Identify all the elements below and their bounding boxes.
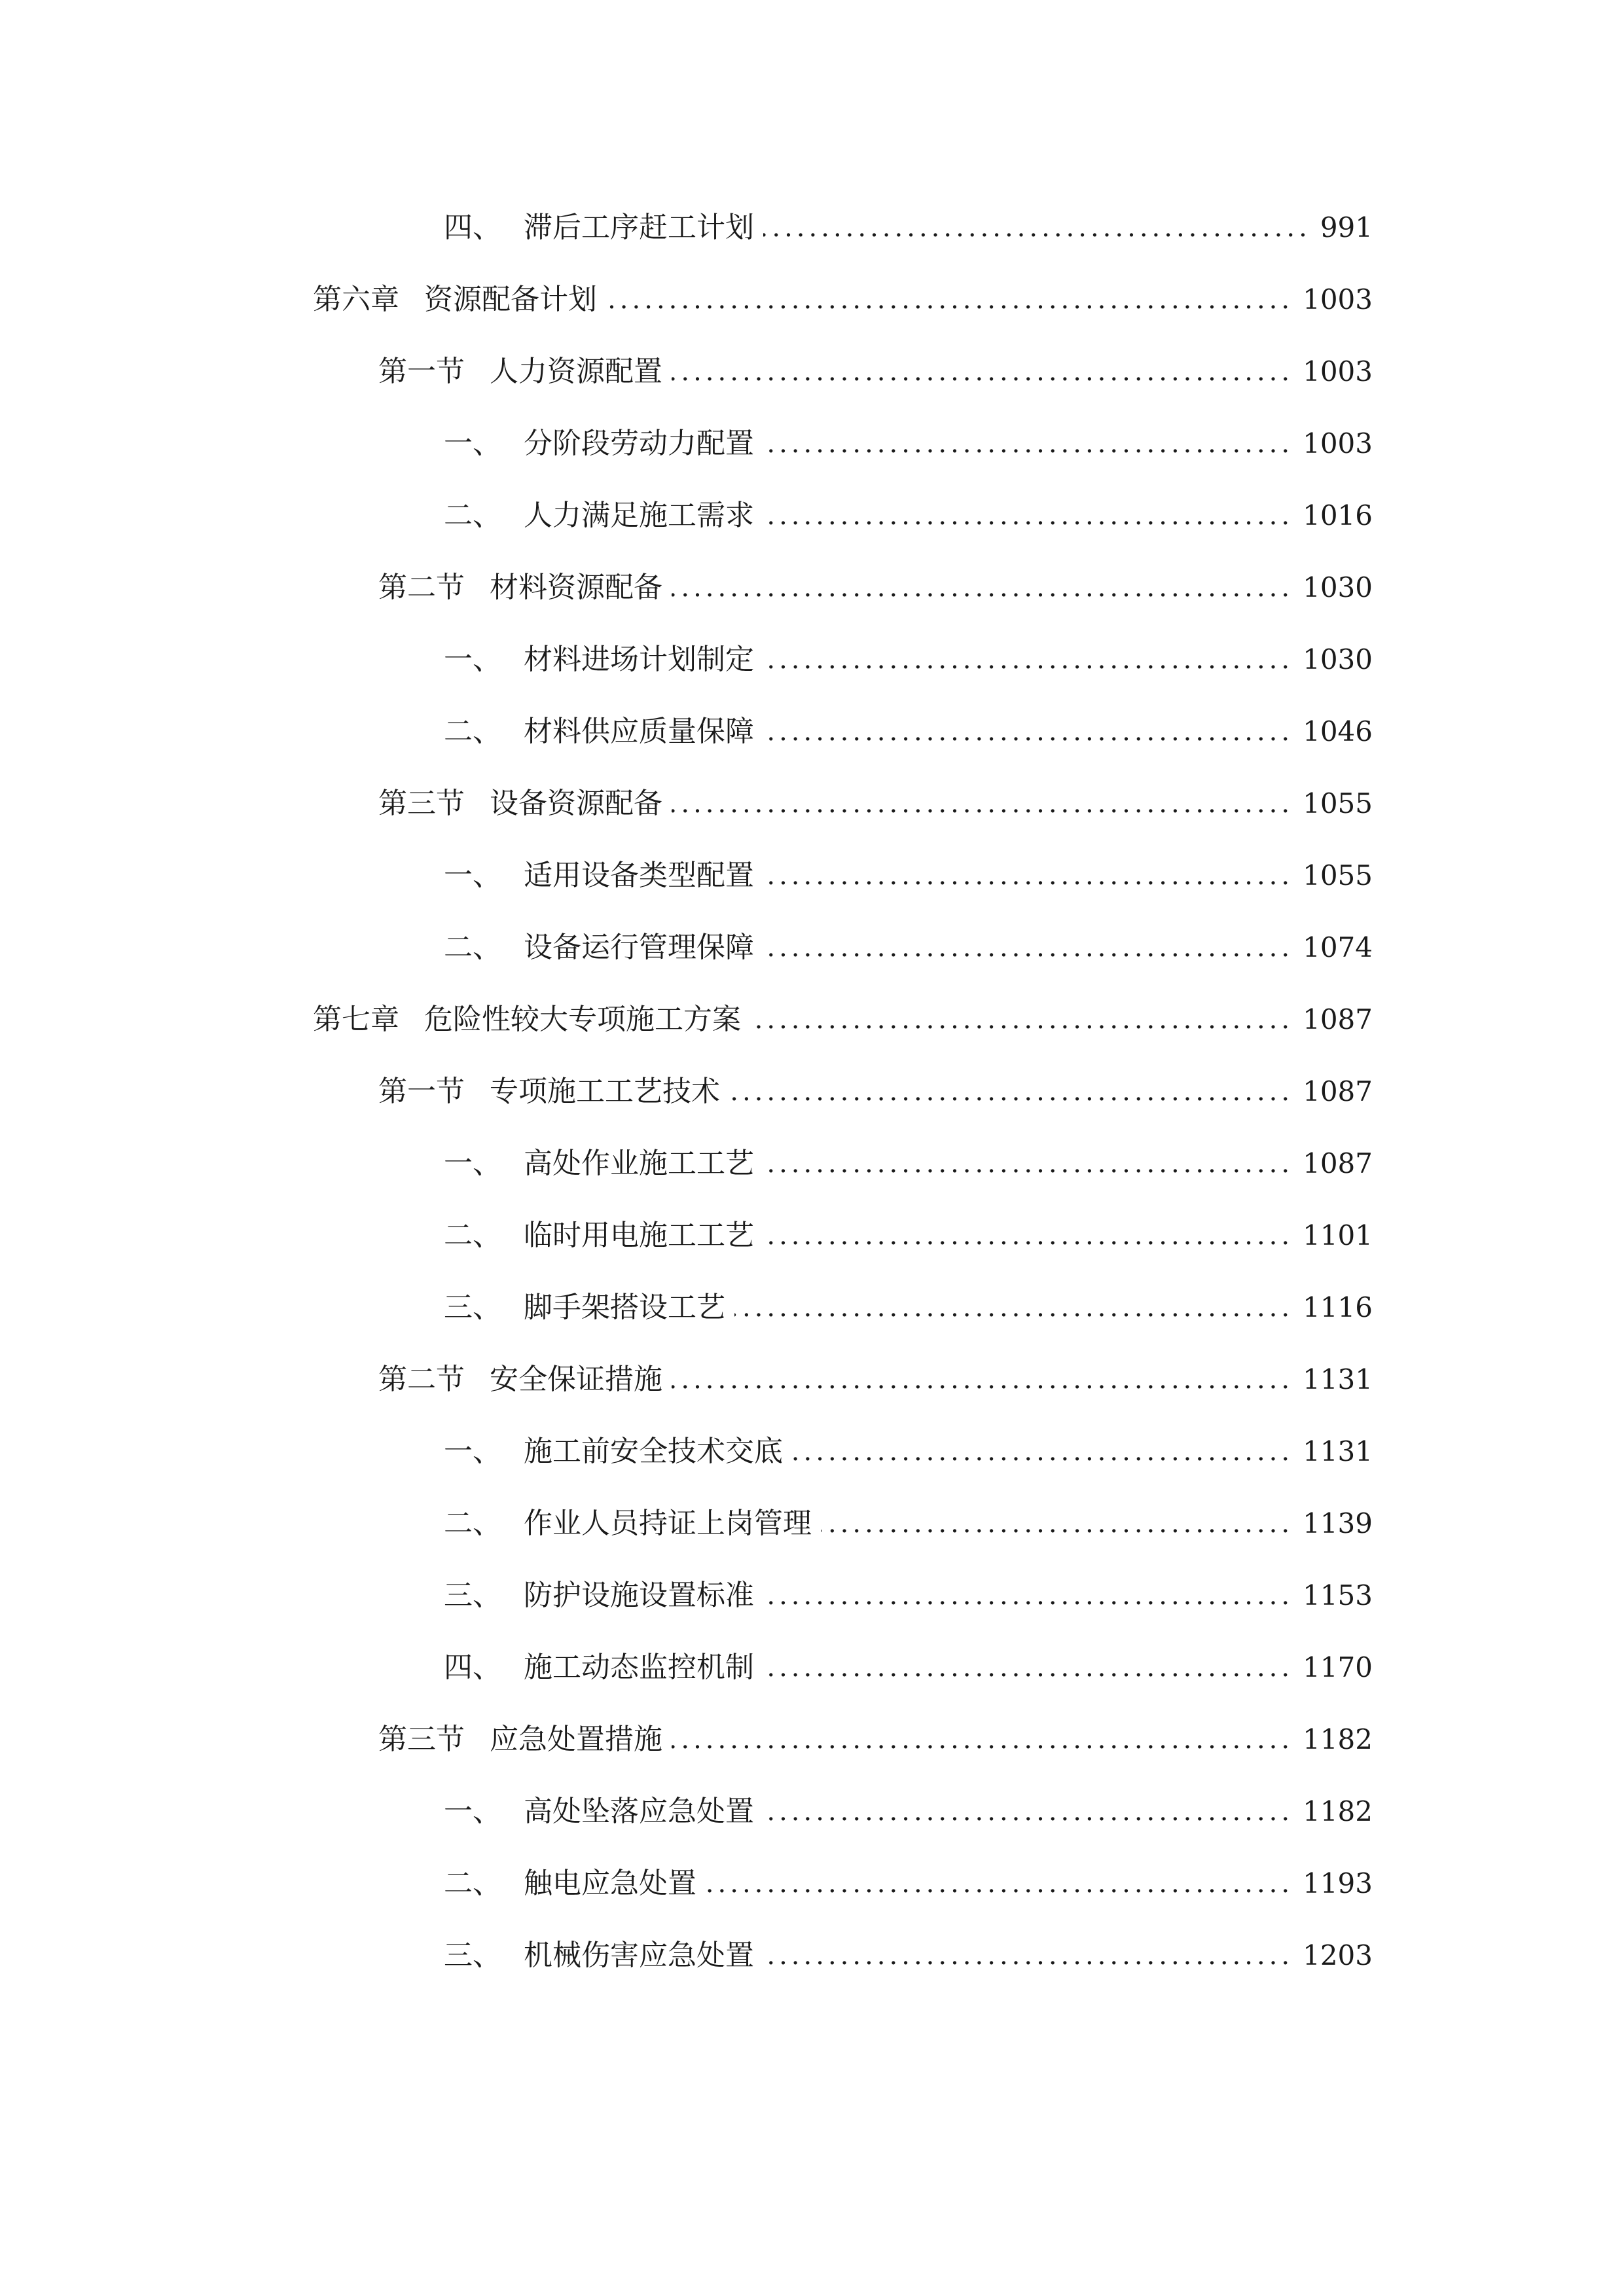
toc-entry[interactable] <box>444 1141 1373 1187</box>
toc-entry-number: 一、 <box>444 859 501 892</box>
toc-entry-page: 1003 <box>1303 427 1373 459</box>
toc-entry[interactable] <box>444 1573 1373 1619</box>
toc-dot-leader <box>763 1789 1293 1835</box>
toc-entry-title: 人力满足施工需求 <box>524 499 754 532</box>
toc-entry-number: 第三节 <box>378 1723 465 1756</box>
toc-entry-page: 1087 <box>1303 1147 1373 1179</box>
toc-entry-page: 1139 <box>1303 1507 1373 1539</box>
toc-dot-leader <box>763 1213 1293 1259</box>
toc-entry-page: 1131 <box>1303 1435 1373 1467</box>
toc-entry-title: 材料供应质量保障 <box>524 715 754 748</box>
toc-entry[interactable] <box>444 1285 1373 1331</box>
toc-entry[interactable] <box>444 853 1373 899</box>
toc-entry-number: 第二节 <box>378 571 465 604</box>
toc-entry[interactable] <box>313 997 1373 1043</box>
toc-dot-leader <box>763 853 1293 899</box>
toc-dot-leader <box>763 1933 1293 1979</box>
toc-entry[interactable] <box>444 1789 1373 1835</box>
toc-entry-page: 1131 <box>1303 1363 1373 1395</box>
toc-entry-title: 施工前安全技术交底 <box>524 1435 783 1468</box>
toc-entry-number: 一、 <box>444 1795 501 1828</box>
toc-entry-page: 1170 <box>1303 1651 1373 1683</box>
toc-dot-leader <box>672 781 1293 827</box>
toc-dot-leader <box>763 925 1293 971</box>
toc-dot-leader <box>821 1501 1293 1547</box>
toc-dot-leader <box>672 1717 1293 1763</box>
toc-entry-number: 一、 <box>444 1435 501 1468</box>
toc-dot-leader <box>763 637 1293 683</box>
toc-entry-page: 1116 <box>1303 1291 1373 1323</box>
toc-entry[interactable] <box>444 925 1373 971</box>
toc-entry-title: 作业人员持证上岗管理 <box>524 1507 812 1540</box>
toc-entry-page: 1003 <box>1303 283 1373 315</box>
toc-entry-number: 第六章 <box>313 283 399 316</box>
toc-entry-page: 1003 <box>1303 355 1373 387</box>
toc-entry-page: 1074 <box>1303 931 1373 963</box>
toc-entry[interactable] <box>378 565 1373 611</box>
toc-dot-leader <box>763 421 1293 467</box>
toc-entry-title: 触电应急处置 <box>524 1867 696 1900</box>
toc-entry-number: 三、 <box>444 1291 501 1324</box>
toc-entry-number: 第二节 <box>378 1363 465 1396</box>
toc-entry-page: 1087 <box>1303 1075 1373 1107</box>
toc-dot-leader <box>763 1141 1293 1187</box>
toc-entry-title: 危险性较大专项施工方案 <box>424 1003 741 1036</box>
toc-entry-title: 材料进场计划制定 <box>524 643 754 676</box>
toc-entry[interactable] <box>444 421 1373 467</box>
toc-entry[interactable] <box>444 205 1373 251</box>
toc-entry-page: 1030 <box>1303 643 1373 675</box>
toc-entry[interactable] <box>444 1645 1373 1691</box>
toc-entry-number: 三、 <box>444 1939 501 1972</box>
toc-entry-number: 第一节 <box>378 1075 465 1108</box>
toc-entry[interactable] <box>378 1357 1373 1403</box>
toc-dot-leader <box>763 1645 1293 1691</box>
toc-entry-title: 临时用电施工工艺 <box>524 1219 754 1252</box>
toc-entry[interactable] <box>444 637 1373 683</box>
toc-entry-number: 二、 <box>444 715 501 748</box>
toc-entry-title: 设备运行管理保障 <box>524 931 754 964</box>
toc-entry[interactable] <box>444 493 1373 539</box>
toc-entry-title: 人力资源配置 <box>490 355 662 388</box>
toc-entry-page: 1203 <box>1303 1939 1373 1971</box>
toc-entry-title: 安全保证措施 <box>490 1363 662 1396</box>
toc-entry-title: 专项施工工艺技术 <box>490 1075 720 1108</box>
toc-entry-title: 滞后工序赶工计划 <box>524 211 754 244</box>
toc-entry-title: 施工动态监控机制 <box>524 1651 754 1684</box>
toc-dot-leader <box>763 1573 1293 1619</box>
toc-dot-leader <box>706 1861 1293 1907</box>
toc-entry-page: 1055 <box>1303 859 1373 891</box>
toc-dot-leader <box>729 1069 1293 1115</box>
toc-entry-title: 适用设备类型配置 <box>524 859 754 892</box>
toc-entry-title: 防护设施设置标准 <box>524 1579 754 1612</box>
toc-entry[interactable] <box>444 1213 1373 1259</box>
toc-entry-page: 1016 <box>1303 499 1373 531</box>
toc-dot-leader <box>672 565 1293 611</box>
toc-entry-number: 第一节 <box>378 355 465 388</box>
toc-entry-title: 高处作业施工工艺 <box>524 1147 754 1180</box>
toc-entry-title: 分阶段劳动力配置 <box>524 427 754 460</box>
toc-entry-title: 高处坠落应急处置 <box>524 1795 754 1828</box>
toc-entry[interactable] <box>444 1429 1373 1475</box>
toc-dot-leader <box>792 1429 1293 1475</box>
toc-entry[interactable] <box>313 277 1373 323</box>
toc-entry-number: 二、 <box>444 931 501 964</box>
toc-entry-title: 材料资源配备 <box>490 571 662 604</box>
toc-entry-number: 第三节 <box>378 787 465 820</box>
toc-entry-page: 991 <box>1320 211 1373 243</box>
toc-entry[interactable] <box>444 1861 1373 1907</box>
toc-entry-number: 二、 <box>444 499 501 532</box>
toc-entry[interactable] <box>444 709 1373 755</box>
toc-entry-title: 脚手架搭设工艺 <box>524 1291 725 1324</box>
toc-entry-number: 一、 <box>444 643 501 676</box>
toc-dot-leader <box>763 709 1293 755</box>
toc-entry[interactable] <box>378 1069 1373 1115</box>
toc-entry-title: 资源配备计划 <box>424 283 597 316</box>
toc-dot-leader <box>606 277 1293 323</box>
toc-entry-number: 四、 <box>444 1651 501 1684</box>
toc-entry-number: 二、 <box>444 1507 501 1540</box>
toc-entry-page: 1182 <box>1303 1723 1373 1755</box>
toc-entry-page: 1055 <box>1303 787 1373 819</box>
toc-entry-number: 第七章 <box>313 1003 399 1036</box>
toc-entry[interactable] <box>378 349 1373 395</box>
toc-entry-number: 二、 <box>444 1219 501 1252</box>
toc-dot-leader <box>763 493 1293 539</box>
toc-entry-number: 一、 <box>444 1147 501 1180</box>
toc-dot-leader <box>763 205 1311 251</box>
toc-entry-page: 1101 <box>1303 1219 1373 1251</box>
toc-entry-page: 1193 <box>1303 1867 1373 1899</box>
toc-entry-number: 一、 <box>444 427 501 460</box>
toc-entry-number: 四、 <box>444 211 501 244</box>
toc-entry-number: 三、 <box>444 1579 501 1612</box>
toc-dot-leader <box>750 997 1293 1043</box>
toc-entry[interactable] <box>444 1933 1373 1979</box>
toc-entry-page: 1182 <box>1303 1795 1373 1827</box>
toc-entry-title: 设备资源配备 <box>490 787 662 820</box>
toc-entry[interactable] <box>378 781 1373 827</box>
toc-entry-page: 1046 <box>1303 715 1373 747</box>
toc-dot-leader <box>734 1285 1293 1331</box>
toc-entry-page: 1087 <box>1303 1003 1373 1035</box>
toc-dot-leader <box>672 1357 1293 1403</box>
toc-entry[interactable] <box>444 1501 1373 1547</box>
toc-entry-title: 机械伤害应急处置 <box>524 1939 754 1972</box>
toc-entry-number: 二、 <box>444 1867 501 1900</box>
toc-dot-leader <box>672 349 1293 395</box>
toc-entry-page: 1030 <box>1303 571 1373 603</box>
toc-entry-title: 应急处置措施 <box>490 1723 662 1756</box>
toc-entry-page: 1153 <box>1303 1579 1373 1611</box>
toc-entry[interactable] <box>378 1717 1373 1763</box>
